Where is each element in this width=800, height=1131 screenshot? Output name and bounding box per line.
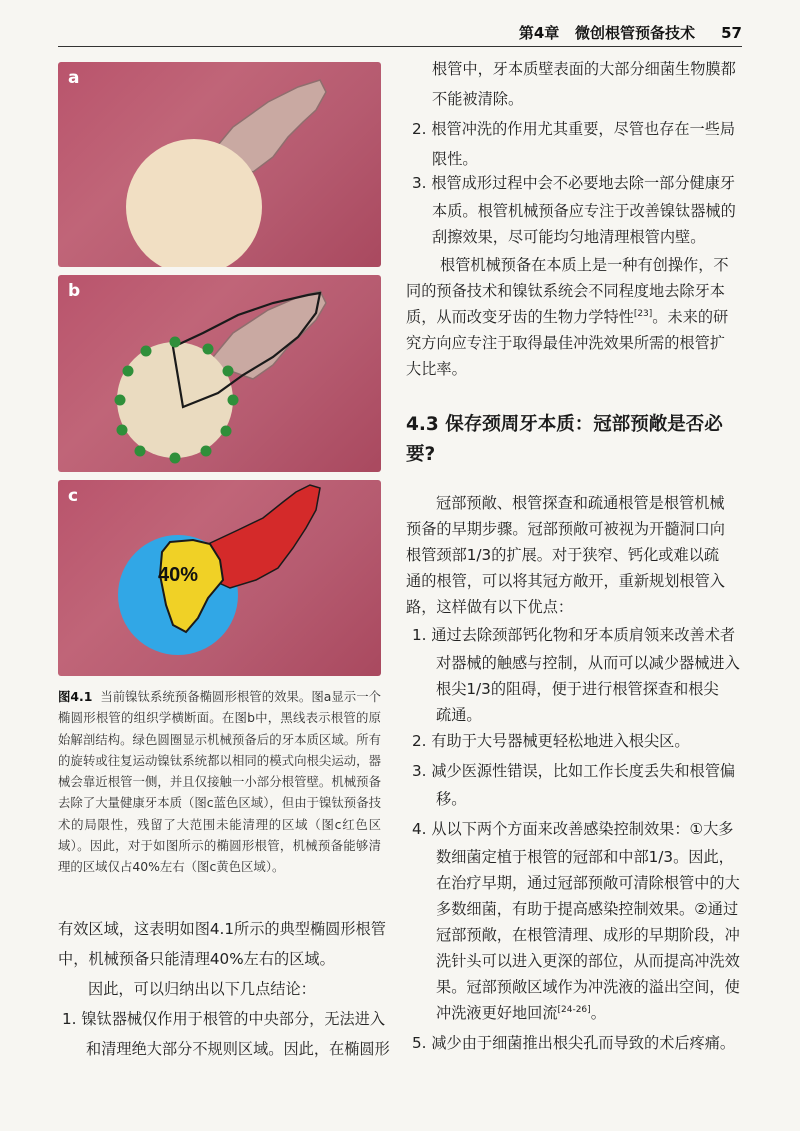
text-line: 果。冠部预敞区域作为冲洗液的溢出空间，使: [436, 978, 740, 996]
text-line: 本质。根管机械预备应专注于改善镍钛器械的: [432, 202, 736, 220]
text-line: 有效区域，这表明如图4.1所示的典型椭圆形根管: [58, 920, 386, 938]
text-line: 冠部预敞，在根管清理、成形的早期阶段，冲: [436, 926, 740, 944]
text-segment: 冲洗液更好地回流: [436, 1004, 558, 1022]
text-line: 究方向应专注于取得最佳冲洗效果所需的根管扩: [406, 334, 725, 352]
text-line: 数细菌定植于根管的冠部和中部1/3。因此，: [436, 848, 734, 866]
chapter-title: 微创根管预备技术: [574, 24, 695, 42]
list-item: 2. 根管冲洗的作用尤其重要，尽管也存在一些局: [412, 120, 736, 138]
text-line: 预备的早期步骤。冠部预敞可被视为开髓洞口向: [406, 520, 725, 538]
text-line: 多数细菌，有助于提高感染控制效果。②通过: [436, 900, 739, 918]
text-line: 洗针头可以进入更深的部位，从而提高冲洗效: [436, 952, 740, 970]
panel-c-illustration: [58, 480, 381, 676]
panel-b-illustration: [58, 275, 381, 472]
panel-letter-a: a: [68, 68, 80, 88]
text-line: 刮擦效果，尽可能均匀地清理根管内壁。: [432, 228, 706, 246]
text-line: 对器械的触感与控制，从而可以减少器械进入: [436, 654, 740, 672]
text-line: 通的根管，可以将其冠方敞开，重新规划根管入: [406, 572, 725, 590]
list-item: 4. 从以下两个方面来改善感染控制效果：①大多: [412, 820, 734, 838]
list-item: 1. 镍钛器械仅作用于根管的中央部分，无法进入: [62, 1010, 386, 1028]
figure-panel-c: [58, 480, 381, 676]
text-line: 大比率。: [406, 360, 467, 378]
text-line: [406, 306, 728, 327]
list-item: 1. 通过去除颈部钙化物和牙本质肩领来改善术者: [412, 626, 736, 644]
percent-label: 40%: [157, 564, 199, 586]
section-heading: 4.3 保存颈周牙本质：冠部预敞是否必要?: [406, 414, 723, 465]
figure-caption: [58, 686, 381, 878]
text-line: 在治疗早期，通过冠部预敞可清除根管中的大: [436, 874, 740, 892]
text-line: 根管颈部1/3的扩展。对于狭窄、钙化或难以疏: [406, 546, 720, 564]
panel-a-illustration: [58, 62, 381, 267]
text-line: 因此，可以归纳出以下几点结论：: [88, 980, 316, 998]
text-line: 冠部预敞、根管探查和疏通根管是根管机械: [436, 494, 725, 512]
text-line: 中，机械预备只能清理40%左右的区域。: [58, 950, 335, 968]
text-segment: 。未来的研: [652, 308, 729, 326]
caption-label: 图4.1: [58, 689, 93, 704]
text-line: 根管机械预备在本质上是一种有创操作，不: [440, 256, 729, 274]
text-line: 限性。: [432, 150, 478, 168]
panel-letter-c: c: [68, 486, 79, 506]
red-region: [206, 485, 320, 588]
citation: [23]: [633, 308, 653, 319]
figure-panel-a: [58, 62, 381, 267]
panel-letter-b: b: [68, 281, 81, 301]
list-item: 3. 根管成形过程中会不必要地去除一部分健康牙: [412, 174, 736, 192]
citation: [24-26]: [557, 1004, 591, 1015]
text-line: 不能被清除。: [432, 90, 524, 108]
page-number: 57: [721, 24, 742, 42]
caption-text: 当前镍钛系统预备椭圆形根管的效果。图a显示一个椭圆形根管的组织学横断面。在图b中，黑线表示根管的原始解剖结构。绿色圆圈显示机械预备后的牙本质区域。所有的旋转或往复运动镍钛系统都以相同的模式向根尖运动，器械会靠近根管一侧，并且仅接触一小部分根管壁。机械预备去除了大量健康牙本质（图c蓝色区域），但由于镍钛预备技术的局限性，残留了大范围未能清理的区域（图c红色区域）。因此，对于如图所示的椭圆形根管，机械预备能够清理的区域仅占40%左右（图c黄色区域）。: [58, 689, 382, 875]
text-line: 移。: [436, 790, 467, 808]
list-item: 5. 减少由于细菌推出根尖孔而导致的术后疼痛。: [412, 1034, 736, 1052]
text-line: 和清理绝大部分不规则区域。因此，在椭圆形: [86, 1040, 390, 1058]
list-item: 2. 有助于大号器械更轻松地进入根尖区。: [412, 732, 690, 750]
text-line: 根管中，牙本质壁表面的大部分细菌生物膜都: [432, 60, 736, 78]
figure-panel-b: [58, 275, 381, 472]
text-line: 同的预备技术和镍钛系统会不同程度地去除牙本: [406, 282, 725, 300]
text-segment: 。: [590, 1004, 606, 1022]
header-rule: [58, 46, 742, 47]
running-header: [519, 22, 742, 43]
text-line: 疏通。: [436, 706, 482, 724]
text-segment: 质，从而改变牙齿的生物力学特性: [406, 308, 634, 326]
list-item: 3. 减少医源性错误，比如工作长度丢失和根管偏: [412, 762, 736, 780]
text-line: 路，这样做有以下优点：: [406, 598, 574, 616]
text-line: 根尖1/3的阻碍，便于进行根管探查和根尖: [436, 680, 719, 698]
chapter-number: 第4章: [518, 24, 560, 42]
text-line: [436, 1002, 606, 1023]
